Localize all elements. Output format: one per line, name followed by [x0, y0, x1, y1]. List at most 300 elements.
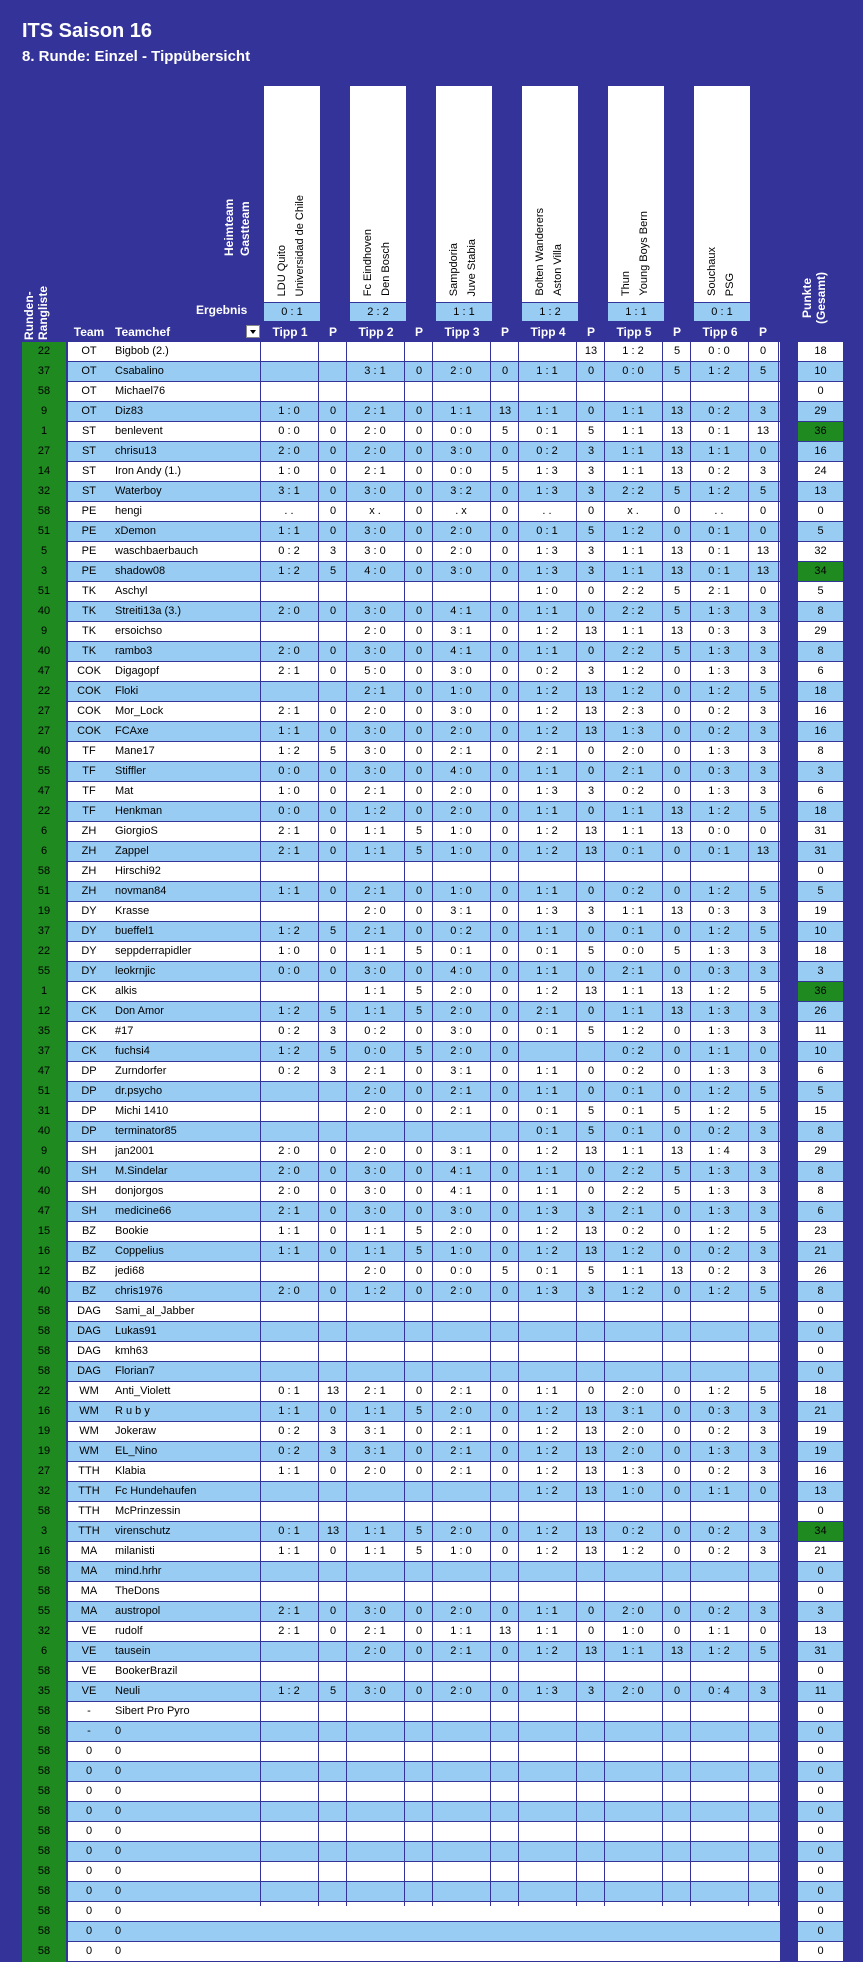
rank-cell: 22: [22, 342, 66, 362]
tipp-cell: [348, 1342, 402, 1361]
points-cell: [320, 1322, 346, 1341]
tipp-cell: 3 : 2: [450, 485, 472, 497]
total-points-cell: 3: [817, 1605, 824, 1617]
points-cell: 5: [329, 925, 337, 937]
tipp-cell: 1 : 2: [708, 1385, 730, 1397]
tipp-cell: 1 : 3: [708, 1445, 730, 1457]
points-cell: 0: [501, 1605, 509, 1617]
rank-cell: 58: [22, 1582, 66, 1602]
tipp-cell: 2 : 1: [278, 1605, 300, 1617]
points-cell: 0: [673, 1245, 681, 1257]
points-cell: 0: [501, 1545, 509, 1557]
points-cell: 13: [584, 625, 598, 637]
tipp-cell: [520, 1562, 574, 1581]
points-cell: 0: [415, 645, 423, 657]
tipp-cell: 3 : 0: [450, 1205, 472, 1217]
points-cell: 3: [759, 725, 767, 737]
tipp-cell: 1 : 1: [536, 805, 558, 817]
team-cell: 0: [85, 1745, 93, 1757]
tipp-cell: 0 : 2: [622, 785, 644, 797]
tipp-cell: 2 : 1: [364, 685, 386, 697]
teamchef-cell: waschbaerbauch: [115, 545, 199, 557]
points-cell: [492, 1802, 518, 1821]
team-cell: TF: [82, 765, 96, 777]
tipp-cell: [520, 1822, 574, 1841]
team-cell: VE: [81, 1665, 97, 1677]
points-cell: [664, 1882, 690, 1901]
tipp-cell: [520, 1902, 574, 1921]
tipp-cell: 0 : 4: [708, 1685, 730, 1697]
points-cell: 3: [759, 1465, 767, 1477]
team-cell: 0: [85, 1885, 93, 1897]
points-cell: [492, 382, 518, 401]
tipp-cell: 3 : 1: [364, 365, 386, 377]
tipp-cell: 1 : 1: [708, 1485, 730, 1497]
tipp-cell: 0 : 3: [708, 765, 730, 777]
rank-cell: 9: [22, 402, 66, 422]
points-cell: 0: [501, 1285, 509, 1297]
total-points-cell: 0: [817, 1705, 824, 1717]
points-cell: [664, 862, 690, 881]
tipp-cell: 2 : 2: [622, 1165, 644, 1177]
tipp-cell: [262, 1802, 316, 1821]
tipp-cell: 1 : 2: [536, 725, 558, 737]
teamchef-cell: 0: [115, 1765, 122, 1777]
rank-cell: 58: [22, 1822, 66, 1842]
points-cell: [750, 1342, 776, 1361]
points-cell: 0: [673, 1545, 681, 1557]
teamchef-cell: Waterboy: [115, 485, 162, 497]
rank-cell: 58: [22, 1702, 66, 1722]
tipp-cell: [606, 1502, 660, 1521]
rank-cell: 14: [22, 462, 66, 482]
tipp-cell: [348, 1902, 402, 1921]
filter-dropdown-button[interactable]: [246, 325, 260, 338]
tipp-cell: 3 : 0: [364, 645, 386, 657]
tipp-cell: [348, 1862, 402, 1881]
tipp-cell: 2 : 0: [622, 1685, 644, 1697]
rank-cell: 58: [22, 1762, 66, 1782]
points-cell: [320, 362, 346, 381]
total-points-cell: 3: [817, 765, 824, 777]
team-cell: 0: [85, 1905, 93, 1917]
points-cell: 0: [415, 365, 423, 377]
points-cell: [578, 382, 604, 401]
total-points-cell: 0: [817, 1805, 824, 1817]
points-cell: 0: [501, 1045, 509, 1057]
total-points-cell: 8: [817, 605, 824, 617]
rank-cell: 40: [22, 1282, 66, 1302]
teamchef-cell: FCAxe: [115, 725, 149, 737]
tipp-cell: 2 : 1: [364, 1625, 386, 1637]
team-cell: ZH: [81, 865, 97, 877]
tipp-cell: 1 : 3: [536, 545, 558, 557]
points-cell: 0: [501, 1405, 509, 1417]
points-cell: [492, 1922, 518, 1941]
tipp-cell: 2 : 0: [364, 445, 386, 457]
total-points-cell: 0: [817, 1665, 824, 1677]
tipp-cell: [520, 1762, 574, 1781]
points-cell: 3: [759, 1145, 767, 1157]
tipp-cell: [606, 1902, 660, 1921]
points-cell: 0: [329, 1465, 337, 1477]
tipp-cell: [262, 1822, 316, 1841]
team-cell: 0: [85, 1845, 93, 1857]
points-cell: 0: [673, 745, 681, 757]
tipp-cell: 1 : 1: [278, 725, 300, 737]
points-cell: [664, 1502, 690, 1521]
points-cell: 0: [587, 965, 595, 977]
points-cell: 13: [670, 565, 684, 577]
teamchef-cell: novman84: [115, 885, 167, 897]
team-cell: 0: [85, 1825, 93, 1837]
team-cell: 0: [85, 1865, 93, 1877]
tipp-cell: [262, 342, 316, 361]
tipp-cell: [262, 1302, 316, 1321]
punkte-header: Punkte (Gesamt): [800, 271, 828, 324]
points-cell: 0: [415, 705, 423, 717]
tipp-cell: 0 : 1: [622, 1125, 644, 1137]
tipp-cell: 2 : 1: [364, 785, 386, 797]
points-cell: 3: [759, 1685, 767, 1697]
column-divider: [404, 342, 405, 1906]
team-cell: WM: [79, 1425, 99, 1437]
tipp-cell: 2 : 0: [364, 705, 386, 717]
points-cell: 5: [587, 945, 595, 957]
points-cell: 0: [415, 1085, 423, 1097]
tipp-cell: 1 : 2: [622, 525, 644, 537]
tipp-cell: 3 : 0: [450, 665, 472, 677]
team-cell: PE: [81, 525, 97, 537]
tipp-cell: 2 : 0: [450, 785, 472, 797]
tipp-cell: [606, 1302, 660, 1321]
rank-cell: 40: [22, 642, 66, 662]
tipp-cell: 2 : 0: [622, 1445, 644, 1457]
tipp-cell: 1 : 1: [536, 765, 558, 777]
points-cell: [664, 1302, 690, 1321]
points-cell: [664, 1722, 690, 1741]
teamchef-cell: EL_Nino: [115, 1445, 158, 1457]
tipp-cell: 0 : 2: [708, 1605, 730, 1617]
tipp-cell: 0 : 3: [708, 1405, 730, 1417]
tipp-cell: [348, 1702, 402, 1721]
points-cell: 0: [329, 425, 337, 437]
points-cell: 0: [673, 1425, 681, 1437]
points-cell: [320, 982, 346, 1001]
tipp-cell: [434, 1722, 488, 1741]
rank-cell: 58: [22, 382, 66, 402]
tipp-cell: 0 : 0: [708, 345, 730, 357]
points-cell: 0: [587, 1085, 595, 1097]
points-cell: 0: [759, 1485, 767, 1497]
tipp-cell: [434, 1842, 488, 1861]
points-cell: 0: [501, 365, 509, 377]
tipp-cell: 1 : 0: [278, 785, 300, 797]
points-cell: 0: [673, 765, 681, 777]
tipp-cell: [606, 862, 660, 881]
rank-cell: 5: [22, 542, 66, 562]
tipp-cell: 2 : 2: [622, 645, 644, 657]
team-cell: MA: [80, 1565, 98, 1577]
points-cell: 0: [415, 1625, 423, 1637]
team-cell: TK: [81, 605, 97, 617]
tipp-cell: 1 : 2: [708, 985, 730, 997]
points-cell: 3: [759, 1205, 767, 1217]
team-cell: DY: [81, 905, 97, 917]
tipp-cell: [262, 1122, 316, 1141]
tipp-cell: 1 : 2: [708, 1105, 730, 1117]
column-divider: [662, 342, 663, 1906]
tipp-cell: [348, 862, 402, 881]
points-cell: 0: [587, 1385, 595, 1397]
tipp-cell: 1 : 2: [278, 1685, 300, 1697]
tipp-cell: 2 : 1: [364, 1065, 386, 1077]
tipp-cell: 1 : 2: [708, 1085, 730, 1097]
tipp-cell: 0 : 1: [708, 565, 730, 577]
match-result: 1 : 1: [436, 303, 492, 321]
tipp-cell: [348, 1942, 402, 1961]
tipp-cell: 1 : 3: [708, 1205, 730, 1217]
total-points-cell: 18: [814, 945, 827, 957]
tipp-cell: 4 : 0: [364, 565, 386, 577]
points-cell: 3: [759, 705, 767, 717]
points-cell: 3: [759, 665, 767, 677]
points-cell: [664, 382, 690, 401]
points-cell: 5: [415, 1045, 423, 1057]
tipp-cell: 1 : 1: [536, 405, 558, 417]
tipp-cell: [692, 1942, 746, 1961]
tipp-cell: 1 : 1: [622, 425, 644, 437]
points-cell: 0: [501, 445, 509, 457]
tipp-cell: [262, 1762, 316, 1781]
points-cell: 5: [329, 1685, 337, 1697]
tipp-cell: [606, 1842, 660, 1861]
points-cell: [406, 382, 432, 401]
tipp-cell: 1 : 1: [536, 1385, 558, 1397]
tipp-cell: 0 : 0: [622, 945, 644, 957]
tipp-cell: [434, 1582, 488, 1601]
points-cell: 3: [759, 1185, 767, 1197]
points-cell: 0: [329, 1405, 337, 1417]
away-team: Aston Villa: [552, 244, 564, 296]
teamchef-cell: TheDons: [115, 1585, 160, 1597]
tipp-cell: 1 : 2: [536, 1405, 558, 1417]
teamchef-cell: alkis: [115, 985, 138, 997]
team-cell: DAG: [77, 1345, 101, 1357]
tipp-cell: 0 : 2: [708, 1245, 730, 1257]
tipp-cell: 2 : 0: [278, 1165, 300, 1177]
teamchef-cell: fuchsi4: [115, 1045, 150, 1057]
tipp-cell: 4 : 0: [450, 965, 472, 977]
tipp-cell: 1 : 2: [536, 1645, 558, 1657]
tipp-cell: [692, 1842, 746, 1861]
tipp-cell: 1 : 3: [536, 465, 558, 477]
tipp-cell: 1 : 3: [708, 1185, 730, 1197]
points-cell: 0: [329, 825, 337, 837]
tipp-cell: 3 : 0: [450, 565, 472, 577]
tipp-cell: 1 : 1: [708, 1625, 730, 1637]
tipp-cell: 1 : 3: [622, 725, 644, 737]
total-points-cell: 0: [817, 1365, 824, 1377]
tipp-cell: [520, 1342, 574, 1361]
tipp-cell: 2 : 1: [536, 745, 558, 757]
points-cell: 0: [329, 845, 337, 857]
points-cell: 0: [415, 785, 423, 797]
points-cell: [406, 1502, 432, 1521]
points-cell: [750, 1722, 776, 1741]
tipp-cell: [520, 1362, 574, 1381]
team-cell: PE: [81, 565, 97, 577]
tipp-cell: [262, 1562, 316, 1581]
tipp-cell: 0 : 2: [536, 445, 558, 457]
points-cell: 13: [584, 1485, 598, 1497]
points-cell: 0: [415, 1425, 423, 1437]
points-cell: [406, 1822, 432, 1841]
match-result: 0 : 1: [264, 303, 320, 321]
points-cell: [406, 1782, 432, 1801]
tipp-cell: 2 : 2: [622, 605, 644, 617]
points-cell: [406, 1322, 432, 1341]
team-cell: BZ: [81, 1285, 97, 1297]
tipp-cell: 4 : 1: [450, 605, 472, 617]
points-cell: 0: [673, 1065, 681, 1077]
total-points-cell: 0: [817, 1745, 824, 1757]
points-cell: 13: [670, 405, 684, 417]
points-cell: 3: [329, 1425, 337, 1437]
points-cell: 3: [759, 1245, 767, 1257]
tipp-cell: 0 : 1: [536, 1025, 558, 1037]
tipp-cell: 1 : 1: [622, 465, 644, 477]
points-cell: [578, 1302, 604, 1321]
home-team: Sampdoria: [448, 242, 460, 296]
points-cell: [406, 1702, 432, 1721]
tipp-cell: 2 : 2: [622, 585, 644, 597]
points-cell: [320, 582, 346, 601]
points-cell: [406, 862, 432, 881]
tipp-cell: 0 : 1: [536, 1125, 558, 1137]
rank-cell: 58: [22, 1562, 66, 1582]
points-cell: [406, 1942, 432, 1961]
teamchef-cell: seppderrapidler: [115, 945, 192, 957]
tipp-cell: [606, 1582, 660, 1601]
points-cell: 0: [415, 665, 423, 677]
team-cell: OT: [81, 405, 97, 417]
rank-cell: 32: [22, 1622, 66, 1642]
points-cell: [664, 1922, 690, 1941]
tipp-cell: 0 : 0: [278, 805, 300, 817]
points-cell: 3: [759, 1265, 767, 1277]
total-points-cell: 32: [814, 545, 827, 557]
tipp-cell: [262, 1502, 316, 1521]
tipp-cell: 2 : 0: [450, 1225, 472, 1237]
tipp-cell: 0 : 2: [708, 465, 730, 477]
team-cell: ST: [81, 465, 97, 477]
teamchef-cell: Diz83: [115, 405, 144, 417]
tipp-cell: 2 : 0: [450, 1005, 472, 1017]
tipp-cell: 1 : 1: [708, 1045, 730, 1057]
rank-cell: 35: [22, 1022, 66, 1042]
points-cell: 5: [673, 345, 681, 357]
tipp-cell: 0 : 1: [622, 1085, 644, 1097]
points-cell: [492, 1822, 518, 1841]
points-cell: 0: [415, 1685, 423, 1697]
tipp-cell: 0 : 1: [622, 925, 644, 937]
tipp-cell: 2 : 1: [708, 585, 730, 597]
points-cell: 3: [587, 905, 595, 917]
points-cell: 0: [673, 1445, 681, 1457]
total-points-cell: 8: [817, 1165, 824, 1177]
rank-cell: 12: [22, 1262, 66, 1282]
tipp-cell: 1 : 2: [622, 1025, 644, 1037]
points-cell: 3: [587, 465, 595, 477]
tipp-cell: 3 : 1: [278, 485, 300, 497]
gastteam-label: Gastteam: [238, 201, 252, 256]
points-cell: [320, 1482, 346, 1501]
tipp-cell: 3 : 0: [364, 1185, 386, 1197]
points-cell: 0: [501, 785, 509, 797]
team-cell: DP: [81, 1065, 97, 1077]
points-cell: 5: [673, 585, 681, 597]
total-points-cell: 31: [814, 1645, 827, 1657]
points-cell: 5: [415, 1225, 423, 1237]
teamchef-cell: Aschyl: [115, 585, 148, 597]
tipp-cell: 2 : 1: [450, 1465, 472, 1477]
tipp-cell: 3 : 0: [364, 745, 386, 757]
tipp-cell: [434, 1362, 488, 1381]
points-cell: [320, 1862, 346, 1881]
column-divider: [604, 342, 605, 1906]
total-points-cell: 18: [814, 1385, 827, 1397]
team-cell: DY: [81, 945, 97, 957]
tipp-cell: 2 : 0: [450, 365, 472, 377]
points-cell: 0: [501, 945, 509, 957]
rank-cell: 47: [22, 1062, 66, 1082]
points-cell: 0: [501, 1685, 509, 1697]
tipp-cell: 1 : 2: [278, 745, 300, 757]
tipp-cell: 1 : 2: [708, 1645, 730, 1657]
tipp-cell: 2 : 0: [622, 1425, 644, 1437]
tipp-cell: [262, 1642, 316, 1661]
tipp-cell: 3 : 1: [364, 1445, 386, 1457]
teamchef-cell: rudolf: [115, 1625, 143, 1637]
tipp-cell: [692, 1662, 746, 1681]
rank-cell: 19: [22, 902, 66, 922]
points-cell: 0: [415, 605, 423, 617]
tipp-cell: 1 : 1: [536, 885, 558, 897]
tipp-cell: [262, 982, 316, 1001]
teamchef-cell: 0: [115, 1825, 122, 1837]
teamchef-cell: BookerBrazil: [115, 1665, 178, 1677]
tipp-cell: 4 : 1: [450, 645, 472, 657]
points-cell: 0: [329, 1165, 337, 1177]
total-points-cell: 0: [817, 1885, 824, 1897]
tipp-cell: 2 : 1: [364, 925, 386, 937]
team-cell: ST: [81, 425, 97, 437]
points-cell: [492, 1482, 518, 1501]
tipp-cell: 2 : 1: [278, 705, 300, 717]
points-cell: 5: [587, 1105, 595, 1117]
tipp-cell: [348, 1662, 402, 1681]
tipp-cell: [520, 1582, 574, 1601]
tipp-cell: 2 : 0: [278, 1185, 300, 1197]
tipp-cell: 1 : 3: [708, 1005, 730, 1017]
points-cell: 0: [415, 1205, 423, 1217]
total-points-cell: 13: [814, 1625, 827, 1637]
total-points-cell: 19: [814, 1425, 827, 1437]
tipp-cell: 3 : 0: [364, 725, 386, 737]
total-points-cell: 6: [817, 785, 824, 797]
tipp-cell: 1 : 2: [708, 485, 730, 497]
